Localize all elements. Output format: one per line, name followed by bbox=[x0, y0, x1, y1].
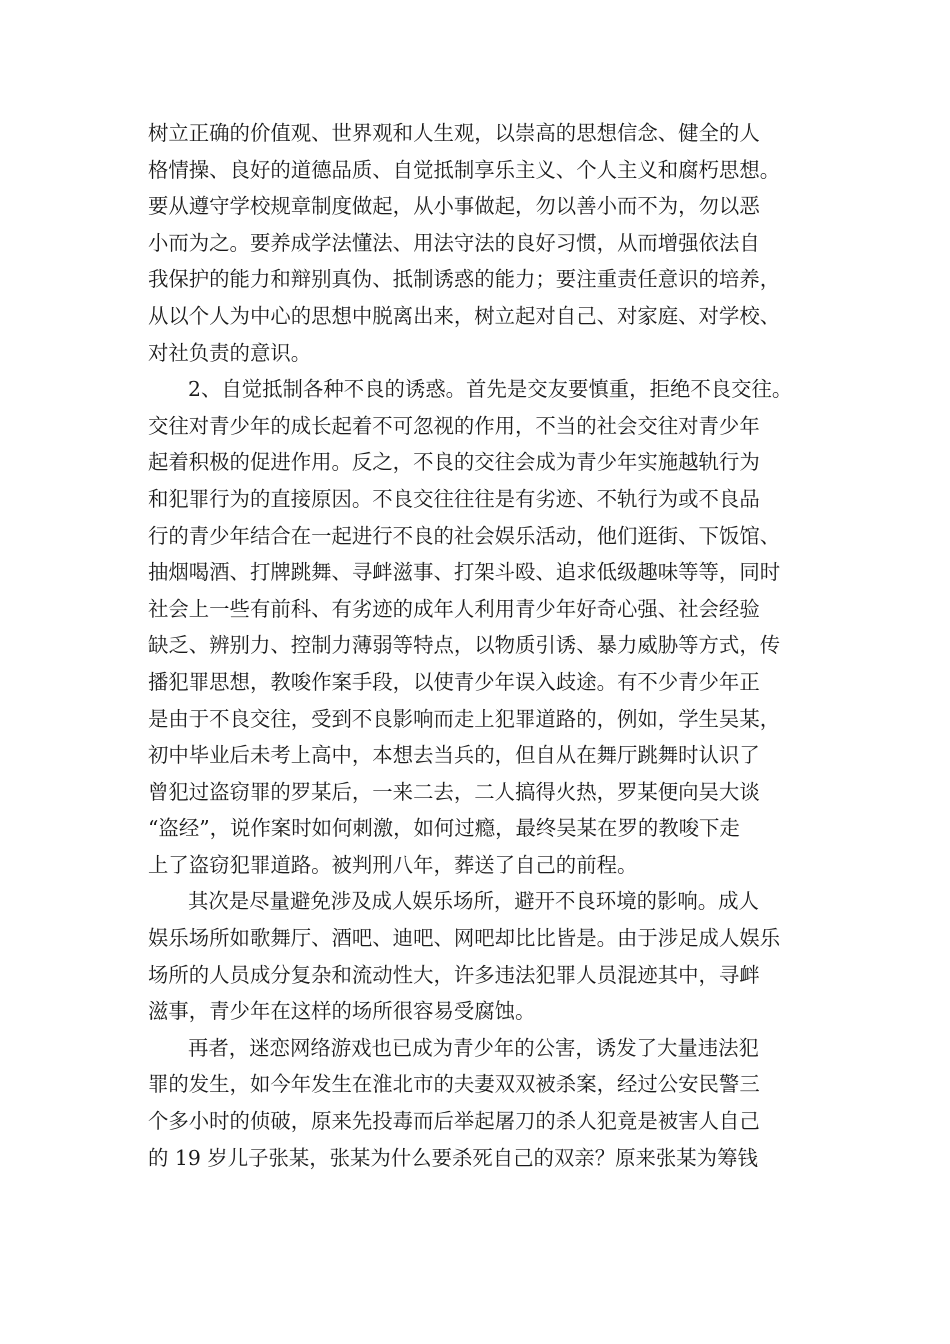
body-text bbox=[148, 115, 808, 1176]
text-line: 上了盗窃犯罪道路。被判刑八年，葬送了自己的前程。 bbox=[148, 852, 638, 877]
text-line: 交往对青少年的成长起着不可忽视的作用，不当的社会交往对青少年 bbox=[148, 413, 760, 438]
text-line: 树立正确的价值观、世界观和人生观，以崇高的思想信念、健全的人 bbox=[148, 121, 760, 145]
text-line: 播犯罪思想，教唆作案手段，以使青少年误入歧途。有不少青少年正 bbox=[148, 669, 760, 694]
text-line: 再者，迷恋网络游戏也已成为青少年的公害，诱发了大量违法犯 bbox=[188, 1035, 759, 1060]
paragraph bbox=[148, 883, 808, 1029]
text-line: 曾犯过盗窃罪的罗某后，一来二去，二人搞得火热，罗某便向吴大谈 bbox=[148, 779, 760, 804]
paragraph bbox=[148, 1030, 808, 1176]
text-line: 缺乏、辨别力、控制力薄弱等特点，以物质引诱、暴力威胁等方式，传 bbox=[148, 633, 781, 658]
text-line: 个多小时的侦破，原来先投毒而后举起屠刀的杀人犯竟是被害人自己 bbox=[148, 1109, 760, 1134]
text-line: 抽烟喝酒、打牌跳舞、寻衅滋事、打架斗殴、追求低级趣味等等，同时 bbox=[148, 560, 781, 585]
text-line: 罪的发生，如今年发生在淮北市的夫妻双双被杀案，经过公安民警三 bbox=[148, 1072, 760, 1097]
text-line: 起着积极的促进作用。反之，不良的交往会成为青少年实施越轨行为 bbox=[148, 450, 760, 475]
text-line: 的 19 岁儿子张某，张某为什么要杀死自己的双亲？原来张某为筹钱 bbox=[148, 1145, 758, 1170]
text-line: 行的青少年结合在一起进行不良的社会娱乐活动，他们逛街、下饭馆、 bbox=[148, 523, 781, 548]
text-line: 和犯罪行为的直接原因。不良交往往往是有劣迹、不轨行为或不良品 bbox=[148, 486, 760, 511]
text-line: 2、自觉抵制各种不良的诱惑。首先是交友要慎重，拒绝不良交往。 bbox=[188, 377, 793, 402]
paragraph bbox=[148, 115, 808, 371]
text-line: 其次是尽量避免涉及成人娱乐场所，避开不良环境的影响。成人 bbox=[188, 889, 759, 914]
text-line: 格情操、良好的道德品质、自觉抵制享乐主义、个人主义和腐朽思想。 bbox=[148, 157, 781, 182]
text-line: 要从遵守学校规章制度做起，从小事做起，勿以善小而不为，勿以恶 bbox=[148, 194, 760, 219]
text-line: 从以个人为中心的思想中脱离出来，树立起对自己、对家庭、对学校、 bbox=[148, 303, 781, 328]
text-line: 娱乐场所如歌舞厅、酒吧、迪吧、网吧却比比皆是。由于涉足成人娱乐 bbox=[148, 926, 781, 951]
text-line: 场所的人员成分复杂和流动性大，许多违法犯罪人员混迹其中，寻衅 bbox=[148, 962, 760, 987]
text-line: 我保护的能力和辩别真伪、抵制诱惑的能力；要注重责任意识的培养， bbox=[148, 267, 781, 292]
text-line: 初中毕业后未考上高中，本想去当兵的，但自从在舞厅跳舞时认识了 bbox=[148, 743, 760, 768]
text-line: 小而为之。要养成学法懂法、用法守法的良好习惯，从而增强依法自 bbox=[148, 230, 760, 255]
text-line: 是由于不良交往，受到不良影响而走上犯罪道路的，例如，学生吴某， bbox=[148, 706, 781, 731]
text-line: “盗经”，说作案时如何刺激，如何过瘾，最终吴某在罗的教唆下走 bbox=[148, 816, 740, 841]
text-line: 社会上一些有前科、有劣迹的成年人利用青少年好奇心强、社会经验 bbox=[148, 596, 760, 621]
text-line: 对社负责的意识。 bbox=[148, 340, 312, 365]
paragraph bbox=[148, 371, 808, 883]
text-line: 滋事，青少年在这样的场所很容易受腐蚀。 bbox=[148, 999, 536, 1024]
